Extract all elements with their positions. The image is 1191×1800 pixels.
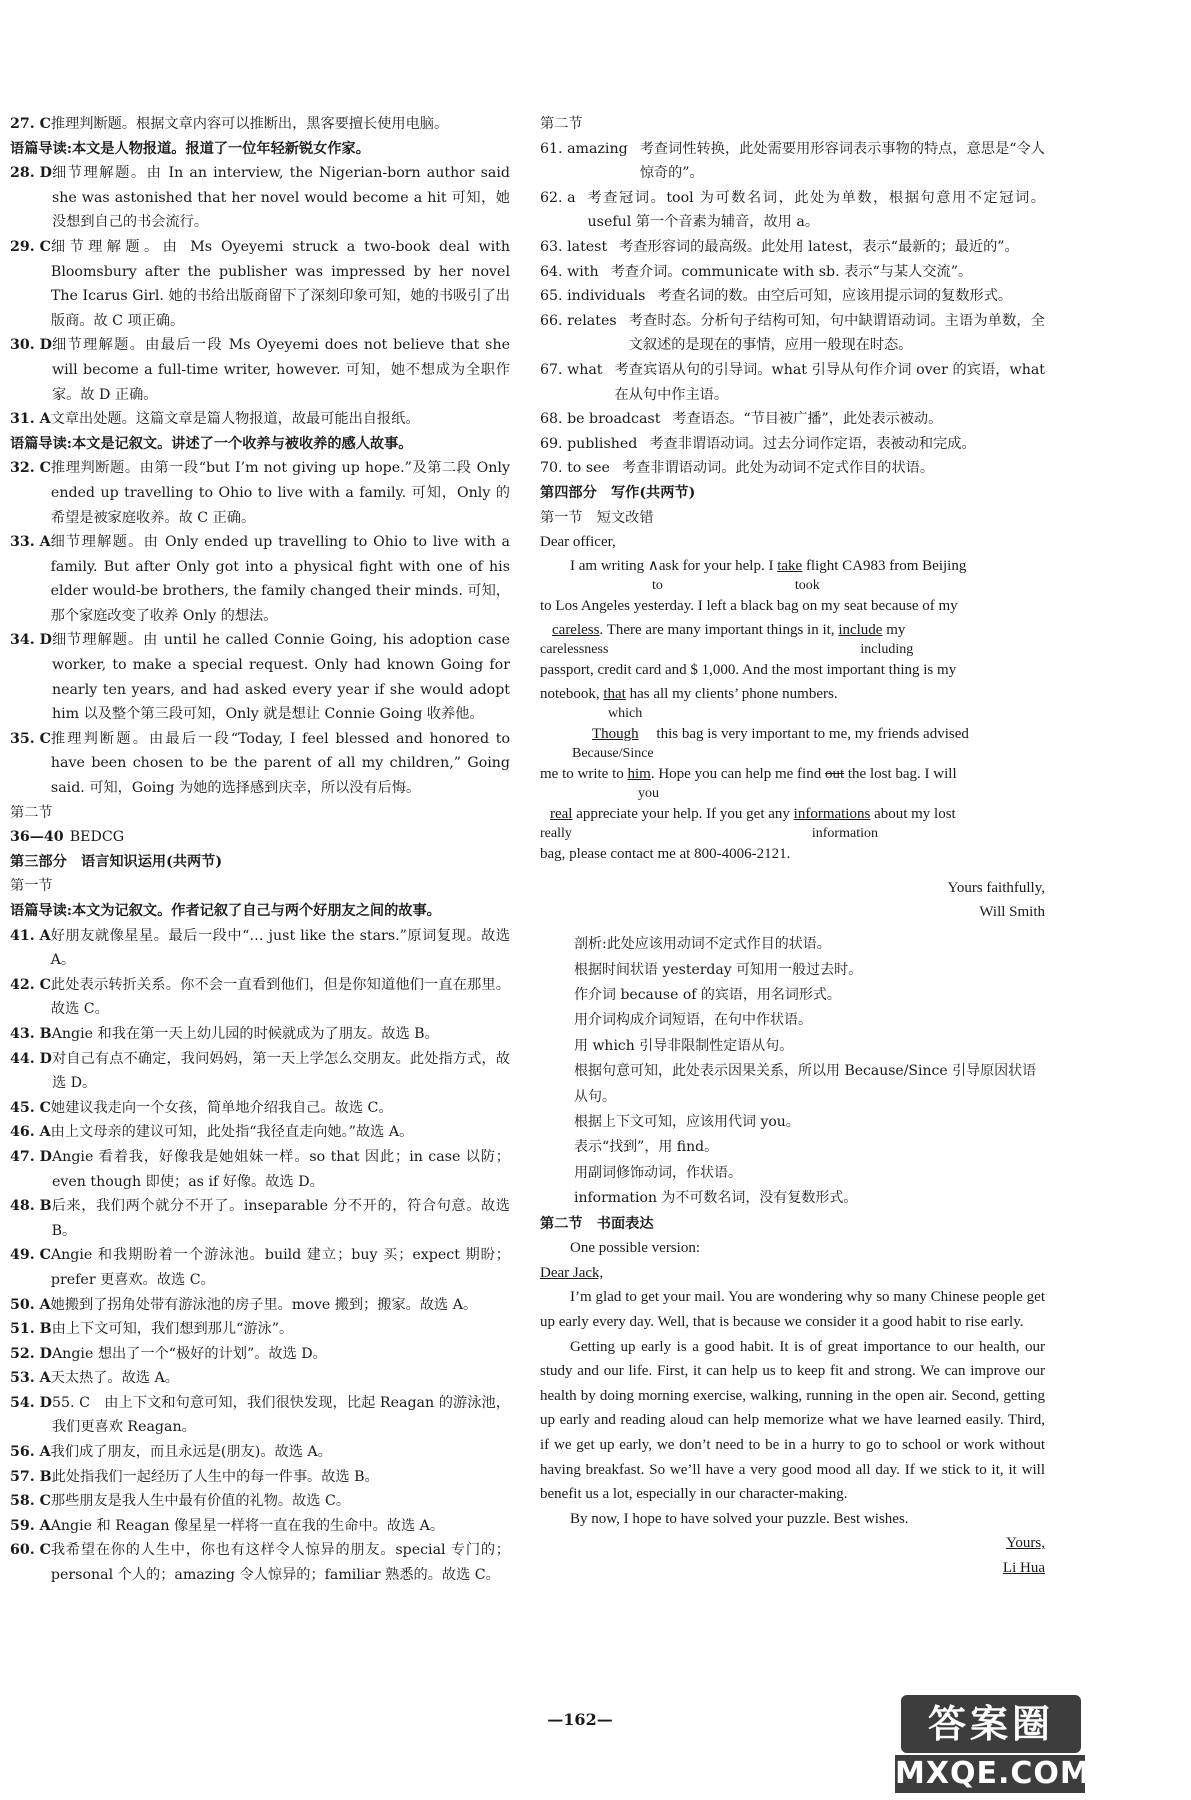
answer-number: 68. be broadcast [540,411,661,428]
correction-note: 根据句意可知，此处表示因果关系，所以用 Because/Since 引导原因状语从句。 [574,1063,1037,1105]
section-heading: 语篇导读:本文为记叙文。作者记叙了自己与两个好朋友之间的故事。 [10,903,441,919]
answer-number: 63. latest [540,238,608,255]
subsection-heading: 第二节 [540,116,583,132]
section-heading: 第四部分 写作(共两节) [540,484,696,501]
answer-item [10,1022,510,1047]
left-column [10,112,510,1588]
answer-number: 58. C [10,1493,51,1510]
answer-item [10,924,510,973]
answer-explanation: 此处指我们一起经历了人生中的每一件事。故选 B。 [51,1468,379,1485]
answer-number: 36—40 [10,829,64,846]
error-though: Though [592,726,639,743]
answer-item [10,1391,510,1440]
section-writing-heading: 第二节 书面表达 [540,1215,654,1232]
answer-item [10,235,510,333]
watermark-site: MXQE.COM [895,1756,1091,1791]
answer-number: 28. D [10,165,52,182]
answer-item [540,309,1045,358]
answer-number: 41. A [10,927,51,944]
answer-explanation: 此处表示转折关系。你不会一直看到他们，但是你知道他们一直在那里。故选 C。 [50,976,510,1018]
answer-explanation: 考查介词。communicate with sb. 表示“与某人交流”。 [610,263,973,280]
error-include: include [838,622,883,639]
answer-item [10,530,510,628]
answer-item [10,1096,510,1121]
answer-number: 61. amazing [540,140,628,157]
answer-number: 69. published [540,435,638,452]
answer-item [10,1047,510,1096]
answer-item [10,1120,510,1145]
answer-number: 47. D [10,1148,52,1165]
answer-explanation: 55. C 由上下文和句意可知，我们很快发现，比起 Reagan 的游泳池，我们更喜欢 Reagan。 [51,1394,510,1436]
answer-item [10,727,510,801]
error-him: him [627,766,651,783]
answer-number: 53. A [10,1370,51,1387]
answer-explanation: Angie 和我期盼着一个游泳池。build 建立；buy 买；expect 期盼；prefer 更喜欢。故选 C。 [50,1247,510,1288]
answer-explanation: 我希望在你的人生中，你也有这样令人惊异的朋友。special 专门的；personal 个人的；amazing 令人惊异的；familiar 熟悉的。故选 C。 [50,1542,510,1584]
letter-line-3: careless. There are many important things in it, include my [552,622,906,639]
answer-explanation: 细节理解题。由 Only ended up travelling to Ohio to live with a family. But after Only got into a physical fight with one of his elder would-be brothers, the family changed their minds. 可知，那个家庭改变了收养 Only 的想法。 [50,534,510,624]
answer-item [540,407,1045,432]
answer-number: 46. A [10,1124,51,1141]
correction-line-6: Because/Since [572,746,654,762]
answer-number: 54. D [10,1394,52,1411]
right-column [540,112,1045,1580]
section-heading: 第三部分 语言知识运用(共两节) [10,853,223,870]
answer-number: 31. A [10,411,51,428]
correction-line-8: really information [540,826,878,842]
answer-explanation: 细节理解题。由 until he called Connie Going, his adoption case worker, to make a special request. Only had known Going for nearly ten years, and had asked every year if she would adopt him 以及整个第三段可知，Only 就是想让 Connie Going 收养他。 [51,632,510,723]
correction-note: 表示“找到”，用 find。 [574,1139,719,1156]
letter-line-1: I am writing ∧ask for your help. I take flight CA983 from Beijing [570,558,967,575]
correction-line-5: which [608,706,643,722]
answers-61-70 [540,112,1045,530]
error-out: out [824,766,845,783]
answer-explanation: 后来，我们两个就分不开了。inseparable 分不开的，符合句意。故选 B。 [51,1198,510,1239]
answer-number: 35. C [10,730,51,747]
correction-note: 用介词构成介词短语，在句中作状语。 [574,1012,812,1029]
answer-number: 44. D [10,1050,52,1067]
answer-explanation: 考查冠词。tool 为可数名词，此处为单数，根据句意用不定冠词。useful 第一个音素为辅音，故用 a。 [587,189,1045,231]
answer-item [10,825,510,850]
letter-line-5: notebook, that has all my clients’ phone numbers. [540,686,838,703]
section-heading: 语篇导读:本文是人物报道。报道了一位年轻新锐女作家。 [10,140,370,157]
answer-explanation: 细节理解题。由 Ms Oyeyemi struck a two-book deal with Bloomsbury after the publisher was impressed by her novel The Icarus Girl. 她的书给出版商留下了深刻印象可知，她的书吸引了出版商。故 C 项正确。 [50,238,510,329]
answer-number: 34. D [10,632,52,649]
model-essay [540,1236,1045,1580]
answer-number: 51. B [10,1321,52,1338]
answer-explanation: 考查时态。分析句子结构可知，句中缺谓语动词。主语为单数，全文叙述的是现在的事情，应用一般现在时态。 [628,312,1045,354]
essay-intro: One possible version: [570,1240,700,1257]
answer-explanation: 考查宾语从句的引导词。what 引导从句作介词 over 的宾语，what 在从句中作主语。 [614,361,1045,403]
answer-explanation: 她建议我走向一个女孩，简单地介绍我自己。故选 C。 [50,1099,393,1116]
answer-explanation: Angie 和我在第一天上幼儿园的时候就成为了朋友。故选 B。 [51,1025,439,1042]
answer-explanation: 文章出处题。这篇文章是篇人物报道，故最可能出自报纸。 [50,411,420,428]
answer-number: 32. C [10,460,51,477]
correction-note: 作介词 because of 的宾语，用名词形式。 [574,986,841,1003]
answer-number: 66. relates [540,312,617,329]
answer-item [10,1194,510,1243]
letter-line-8: real appreciate your help. If you get any informations about my lost [550,806,956,823]
subsection-heading: 第二节 [10,804,53,821]
answer-item [10,456,510,530]
answer-number: 45. C [10,1099,51,1116]
correction-note: 用 which 引导非限制性定语从句。 [574,1037,794,1054]
answer-number: 59. A [10,1517,51,1534]
answer-number: 57. B [10,1468,52,1485]
answer-item [10,112,510,137]
answer-number: 29. C [10,238,51,255]
answer-number: 52. D [10,1345,52,1362]
page-number: —162— [547,1710,613,1729]
answer-explanation: 由上文母亲的建议可知，此处指“我径直走向她。”故选 A。 [50,1124,414,1141]
answer-explanation: 推理判断题。根据文章内容可以推断出，黑客要擅长使用电脑。 [50,116,449,132]
answer-explanation: 考查非谓语动词。此处为动词不定式作目的状语。 [621,460,935,477]
error-that: that [603,686,626,703]
letter-line-6: Though this bag is very important to me, my friends advised [592,726,969,743]
answer-item [540,432,1045,457]
answer-item [10,333,510,407]
error-take: take [777,558,803,575]
answer-item [10,1293,510,1318]
answer-item [10,161,510,235]
answer-explanation: 细节理解题。由 In an interview, the Nigerian-born author said she was astonished that her novel would become a hit 可知，她没想到自己的书会流行。 [51,165,510,231]
answer-number: 70. to see [540,460,610,477]
answer-explanation: 她搬到了拐角处带有游泳池的房子里。move 搬到；搬家。故选 A。 [50,1296,478,1313]
answer-number: 42. C [10,976,51,993]
answer-item [540,137,1045,186]
letter-signature: Will Smith [979,904,1045,921]
essay-paragraph-2: Getting up early is a good habit. It is of great importance to our health, our study and our life. First, it can help us to keep fit and strong. We can improve our health by doing morning exercise, walking, running in the open air. Second, getting up early and reading aloud can help memorize what we have learned easily. Third, if we get up early, we don’t need to be in a hurry to go to school or work without having breakfast. So we’ll have a very good mood all day. If we stick to it, it will benefit us a lot, especially in our character-making. [540,1338,1045,1503]
correction-note: 根据上下文可知，应该用代词 you。 [574,1113,800,1130]
answer-number: 60. C [10,1542,51,1559]
answer-number: 33. A [10,534,51,551]
section-heading: 语篇导读:本文是记叙文。讲述了一个收养与被收养的感人故事。 [10,435,413,452]
subsection-heading: 第一节 短文改错 [540,509,654,526]
answer-item [540,235,1045,260]
answer-number: 64. with [540,263,599,280]
answer-explanation: 考查语态。“节目被广播”，此处表示被动。 [672,411,943,428]
answer-explanation: 好朋友就像星星。最后一段中“… just like the stars.”原词复现。故选 A。 [50,927,510,969]
answer-number: 50. A [10,1296,51,1313]
correction-notes [540,932,1045,1211]
correction-line-1: to took [652,578,820,594]
answer-number: 48. B [10,1198,52,1215]
error-careless: careless [552,622,600,639]
answer-item [10,1342,510,1367]
essay-salutation: Dear Jack, [540,1264,604,1281]
caret-mark: ∧ [647,558,659,575]
correction-note: 根据时间状语 yesterday 可知用一般过去时。 [574,961,863,978]
answer-item [10,407,510,432]
error-informations: informations [793,806,871,823]
essay-signature: Li Hua [1002,1559,1045,1576]
answer-explanation: 考查形容词的最高级。此处用 latest，表示“最新的；最近的”。 [619,238,1019,255]
answer-item [10,1243,510,1292]
answer-explanation: 天太热了。故选 A。 [50,1370,179,1387]
letter-line-9: bag, please contact me at 800-4006-2121. [540,846,791,863]
answer-item [540,260,1045,285]
correction-note: 用副词修饰动词，作状语。 [574,1164,742,1181]
answer-explanation: 考查名词的数。由空后可知，应该用提示词的复数形式。 [657,288,1013,305]
answer-item [10,1366,510,1391]
answer-item [540,456,1045,481]
correction-note: 剖析:此处应该用动词不定式作目的状语。 [574,936,831,953]
answer-explanation: Angie 看着我，好像我是她姐妹一样。so that 因此；in case 以防；even though 即使；as if 好像。故选 D。 [51,1148,510,1190]
correction-line-3: carelessness including [540,642,914,658]
answer-number: 43. B [10,1025,52,1042]
watermark-logo-text: 答案圈 [901,1695,1081,1753]
answer-explanation: Angie 和 Reagan 像星星一样将一直在我的生命中。故选 A。 [50,1517,445,1534]
answer-item [10,973,510,1022]
letter-line-4: passport, credit card and $ 1,000. And the most important thing is my [540,662,957,679]
answer-number: 62. a [540,189,576,206]
answer-number: 49. C [10,1247,51,1264]
answer-item [10,1514,510,1539]
essay-paragraph-3: By now, I hope to have solved your puzzle. Best wishes. [570,1510,909,1527]
answer-number: 30. D [10,337,52,354]
answer-number: 27. C [10,116,51,132]
error-correction-letter [540,530,1045,924]
letter-line-2: to Los Angeles yesterday. I left a black bag on my seat because of my [540,598,958,615]
answer-item [10,1317,510,1342]
answer-item [540,358,1045,407]
answer-explanation: 考查词性转换，此处需要用形容词表示事物的特点，意思是“令人惊奇的”。 [639,140,1045,182]
answer-item [10,1145,510,1194]
correction-note: information 为不可数名词，没有复数形式。 [574,1190,858,1207]
answer-explanation: 对自己有点不确定，我问妈妈，第一天上学怎么交朋友。此处指方式，故选 D。 [51,1050,510,1092]
subsection-heading: 第一节 [10,878,53,895]
answer-number: 56. A [10,1444,51,1461]
essay-closing: Yours, [1006,1535,1045,1552]
correction-line-7: you [638,786,659,802]
answer-explanation: 细节理解题。由最后一段 Ms Oyeyemi does not believe that she will become a full-time writer, however. 可知，她不想成为全职作家。故 D 正确。 [51,337,510,403]
answer-item [10,1465,510,1490]
answer-item [10,628,510,726]
letter-line-7: me to write to him. Hope you can help me find out the lost bag. I will [540,766,957,783]
answer-explanation: 由上下文可知，我们想到那儿“游泳”。 [51,1321,294,1338]
answer-explanation: 考查非谓语动词。过去分词作定语，表被动和完成。 [649,435,976,452]
answer-item [10,1440,510,1465]
answer-explanation: Angie 想出了一个“极好的计划”。故选 D。 [51,1345,327,1362]
answer-explanation: BEDCG [69,829,125,846]
answer-item [10,1489,510,1514]
essay-paragraph-1: I’m glad to get your mail. You are wondering why so many Chinese people get up early every day. Well, that is because we consider it a good habit to rise early. [540,1289,1045,1330]
answer-explanation: 那些朋友是我人生中最有价值的礼物。故选 C。 [50,1493,351,1510]
letter-closing: Yours faithfully, [947,880,1045,897]
error-real: real [550,806,573,823]
answer-explanation: 我们成了朋友，而且永远是(朋友)。故选 A。 [50,1444,332,1461]
answer-item [540,186,1045,235]
letter-salutation: Dear officer, [540,534,616,551]
answer-number: 65. individuals [540,288,646,305]
answer-item [540,284,1045,309]
watermark-logo [895,1693,1091,1795]
answer-explanation: 推理判断题。由最后一段“Today, I feel blessed and honored to have been chosen to be the parent of all my children,” Going said. 可知，Going 为她的选择感到庆幸，所以没有后悔。 [50,730,510,797]
answer-explanation: 推理判断题。由第一段“but I’m not giving up hope.”及第二段 Only ended up travelling to Ohio to live with a family. 可知，Only 的希望是被家庭收养。故 C 正确。 [50,460,510,526]
answer-number: 67. what [540,361,603,378]
answer-item [10,1538,510,1587]
